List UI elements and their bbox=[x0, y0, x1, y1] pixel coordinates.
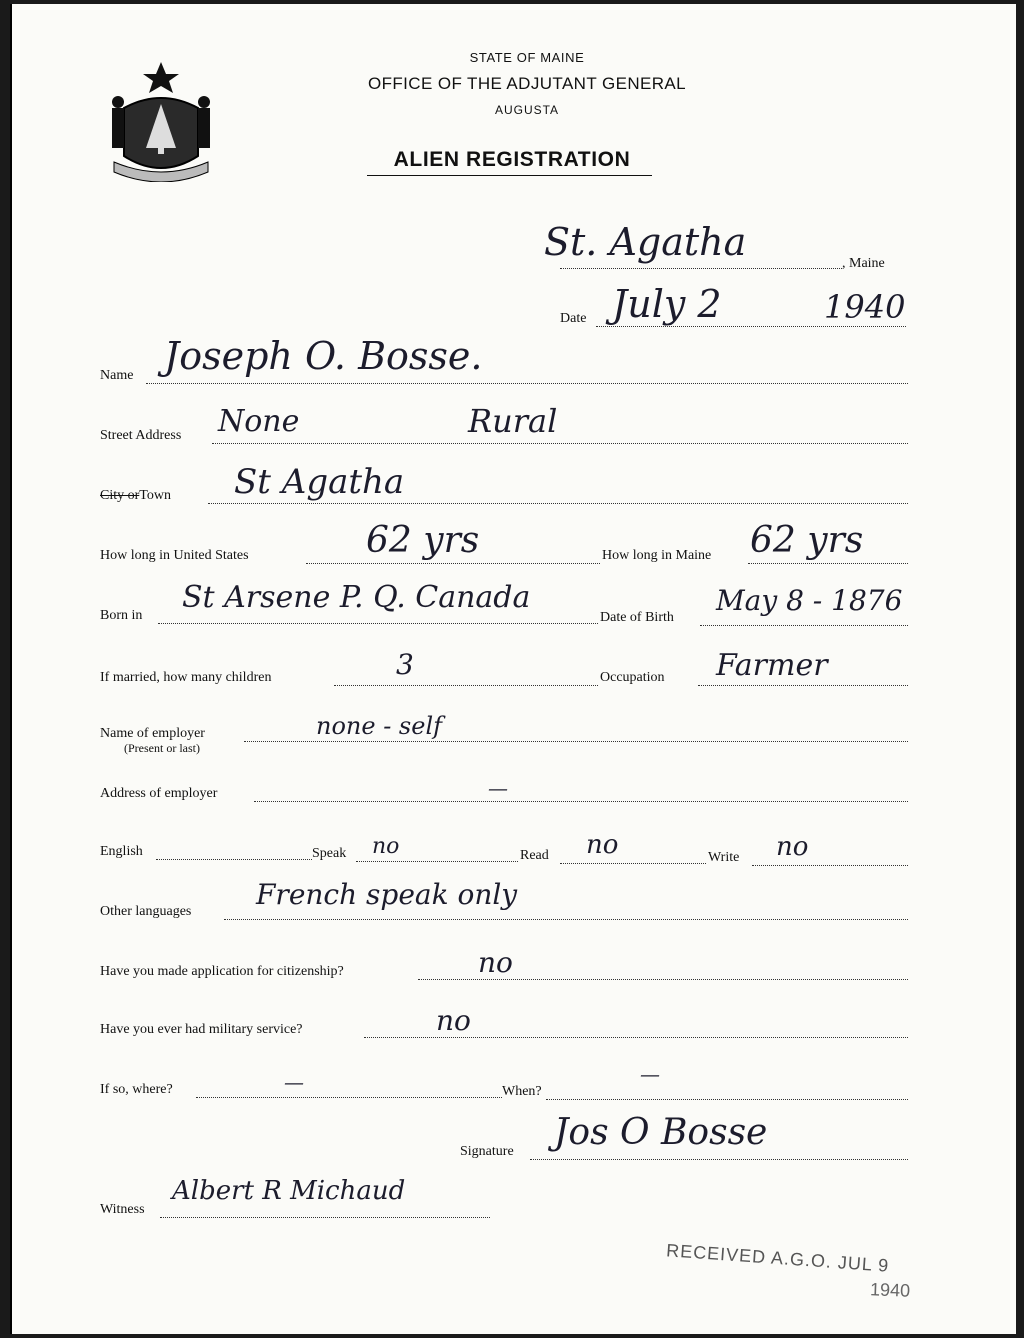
date-label: Date bbox=[560, 311, 587, 326]
born-value: St Arsene P. Q. Canada bbox=[182, 580, 531, 615]
employer-value: none - self bbox=[316, 712, 443, 740]
when-value: — bbox=[640, 1062, 660, 1086]
other-lang-label: Other languages bbox=[100, 904, 192, 919]
dob-value: May 8 - 1876 bbox=[716, 584, 903, 617]
occupation-value: Farmer bbox=[716, 648, 828, 683]
children-label: If married, how many children bbox=[100, 670, 272, 685]
date-year: 1940 bbox=[824, 288, 906, 326]
street-value-2: Rural bbox=[468, 402, 558, 440]
military-value: no bbox=[436, 1004, 471, 1037]
witness-value: Albert R Michaud bbox=[172, 1176, 406, 1206]
occupation-line bbox=[698, 685, 908, 686]
town-label-struck: City or bbox=[100, 488, 140, 503]
town-label bbox=[100, 488, 171, 504]
where-label: If so, where? bbox=[100, 1082, 173, 1097]
signature-label: Signature bbox=[460, 1144, 514, 1159]
maine-value: 62 yrs bbox=[750, 520, 864, 561]
write-line bbox=[752, 865, 908, 866]
born-line bbox=[158, 623, 598, 624]
town-line bbox=[208, 503, 908, 504]
name-label: Name bbox=[100, 368, 134, 383]
citizenship-label: Have you made application for citizenship? bbox=[100, 964, 344, 979]
signature-value: Jos O Bosse bbox=[554, 1112, 768, 1153]
city-heading: AUGUSTA bbox=[494, 103, 560, 117]
born-label: Born in bbox=[100, 608, 143, 623]
military-label: Have you ever had military service? bbox=[100, 1022, 303, 1037]
us-label: How long in United States bbox=[100, 548, 249, 563]
street-line bbox=[212, 443, 908, 444]
where-value: — bbox=[284, 1070, 304, 1094]
witness-line bbox=[160, 1217, 490, 1218]
name-line bbox=[146, 383, 908, 384]
office-heading: OFFICE OF THE ADJUTANT GENERAL bbox=[367, 74, 687, 93]
children-value: 3 bbox=[396, 648, 414, 681]
english-line bbox=[156, 859, 312, 860]
maine-state-seal-icon bbox=[104, 58, 219, 182]
speak-value: no bbox=[372, 834, 400, 859]
received-stamp-year: 1940 bbox=[869, 1279, 911, 1301]
write-label: Write bbox=[708, 850, 740, 865]
employer-label: Name of employer bbox=[100, 726, 205, 741]
occupation-label: Occupation bbox=[600, 670, 665, 685]
children-line bbox=[334, 685, 598, 686]
employer-addr-label: Address of employer bbox=[100, 786, 218, 801]
maine-line bbox=[748, 563, 908, 564]
town-label-text: Town bbox=[139, 488, 171, 503]
signature-line bbox=[530, 1159, 908, 1160]
state-heading: STATE OF MAINE bbox=[469, 50, 585, 65]
military-line bbox=[364, 1037, 908, 1038]
employer-sub-label: (Present or last) bbox=[124, 741, 200, 755]
place-suffix: , Maine bbox=[842, 256, 885, 271]
when-label: When? bbox=[502, 1084, 542, 1099]
english-label: English bbox=[100, 844, 143, 859]
speak-line bbox=[356, 861, 518, 862]
other-lang-value: French speak only bbox=[256, 878, 518, 911]
witness-label: Witness bbox=[100, 1202, 145, 1217]
write-value: no bbox=[776, 832, 809, 862]
citizenship-value: no bbox=[478, 946, 513, 979]
form-title: ALIEN REGISTRATION bbox=[393, 148, 631, 171]
date-value: July 2 bbox=[612, 282, 722, 326]
other-lang-line bbox=[224, 919, 908, 920]
dob-line bbox=[700, 625, 908, 626]
when-line bbox=[546, 1099, 908, 1100]
form-sheet bbox=[10, 4, 1016, 1334]
read-label: Read bbox=[520, 848, 549, 863]
town-value: St Agatha bbox=[234, 462, 405, 502]
employer-line bbox=[244, 741, 908, 742]
us-value: 62 yrs bbox=[366, 520, 480, 561]
speak-label: Speak bbox=[312, 846, 347, 861]
date-line bbox=[596, 326, 906, 327]
employer-addr-value: — bbox=[488, 776, 508, 800]
where-line bbox=[196, 1097, 502, 1098]
citizenship-line bbox=[418, 979, 908, 980]
employer-addr-line bbox=[254, 801, 908, 802]
place-value: St. Agatha bbox=[544, 220, 747, 264]
street-value: None bbox=[218, 404, 300, 439]
dob-label: Date of Birth bbox=[600, 610, 674, 625]
maine-label: How long in Maine bbox=[602, 548, 712, 563]
title-underline bbox=[367, 175, 652, 176]
received-stamp: RECEIVED A.G.O. JUL 9 bbox=[665, 1240, 890, 1276]
street-label: Street Address bbox=[100, 428, 182, 443]
place-line bbox=[560, 268, 842, 269]
name-value: Joseph O. Bosse. bbox=[164, 334, 483, 378]
read-value: no bbox=[586, 830, 619, 860]
read-line bbox=[560, 863, 706, 864]
us-line bbox=[306, 563, 600, 564]
